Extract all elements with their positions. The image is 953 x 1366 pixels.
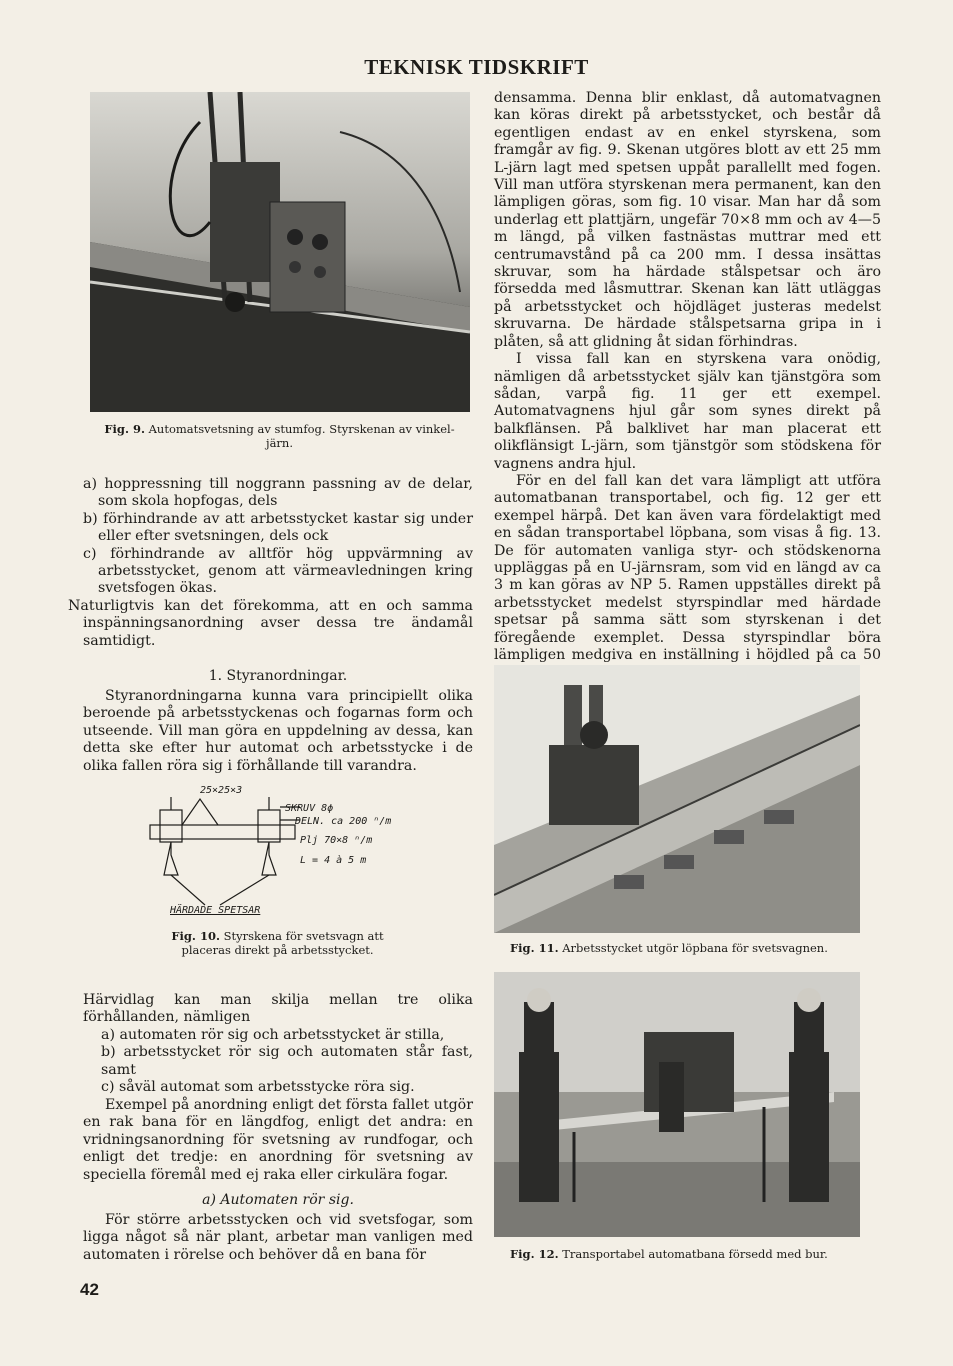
figure-12-label: Fig. 12. bbox=[510, 1247, 559, 1261]
figure-10-caption-text: Styrskena för svetsvagn att placeras direkt på arbetsstycket. bbox=[181, 929, 384, 957]
paragraph: Naturligtvis kan det förekomma, att en och samma inspänningsanordning avser dessa tre ändamål samtidigt. bbox=[68, 597, 473, 649]
annotation-screw: SKRUV 8ϕ bbox=[285, 803, 334, 814]
annotation-angle-size: 25×25×3 bbox=[200, 785, 243, 796]
figure-10-label: Fig. 10. bbox=[171, 929, 220, 943]
figure-11-photo bbox=[494, 665, 860, 933]
list-item: b) arbetsstycket rör sig och automaten står fast, samt bbox=[101, 1044, 473, 1078]
section-heading-styranordningar: 1. Styranordningar. bbox=[208, 668, 348, 684]
paragraph: För en del fall kan det vara lämpligt att utföra automatbanan transportabel, och fig. 12 ger ett exempel härpå. Det kan även vara fördelaktigt med en sådan transportabel löpbana, som visas å fig. 13. De för automaten vanliga styr- och stödskenorna uppläggas på en U-järnsram, som vid en längd av ca 3 m kan göras av NP 5. Ramen uppställes direkt på arbetsstycket medelst styrspindlar med härdade spetsar på samma sätt som styrskenan i det föregående exemplet. Dessa styrspindlar böra lämpligen medgiva en inställning i höjdled på ca 50 bbox=[494, 472, 881, 663]
paragraph: Styranordningarna kunna vara principiellt olika beroende på arbetsstyckenas och fogarnas form och utseende. Vill man göra en uppdelning av dessa, kan detta ske efter hur automat och arbetsstycke i de olika fallen röra sig i förhållande till varandra. bbox=[83, 688, 473, 774]
paragraph: För större arbetsstycken och vid svetsfogar, som ligga något så när plant, arbetar man vanligen med automaten i rörelse och behöver då en bana för bbox=[83, 1212, 473, 1263]
left-paragraph-2 bbox=[83, 688, 473, 775]
list-item: c) såväl automat som arbetsstycke röra sig. bbox=[101, 1079, 415, 1096]
figure-11-caption-text: Arbetsstycket utgör löpbana för svetsvagnen. bbox=[562, 941, 828, 955]
figure-12-caption-text: Transportabel automatbana försedd med bur. bbox=[562, 1247, 828, 1261]
left-paragraph-5 bbox=[83, 1212, 473, 1264]
list-item: b) förhindrande av att arbetsstycket kastar sig under eller efter svetsningen, dels ock bbox=[83, 510, 473, 545]
section-heading-automaten: a) Automaten rör sig. bbox=[202, 1192, 354, 1208]
figure-9-label: Fig. 9. bbox=[104, 422, 145, 436]
right-column-text bbox=[494, 90, 881, 682]
annotation-length: L = 4 à 5 m bbox=[300, 855, 367, 866]
figure-10-drawing bbox=[140, 785, 400, 925]
list-item: a) automaten rör sig och arbetsstycket är stilla, bbox=[101, 1027, 445, 1043]
figure-10-caption bbox=[160, 930, 395, 957]
annotation-division: DELN. ca 200 ⁿ/m bbox=[295, 816, 392, 827]
transport-track-illustration bbox=[494, 972, 860, 1237]
paragraph: Exempel på anordning enligt det första fallet utgör en rak bana för en längdfog, enligt det andra: en vridningsanordning för svetsning av rundfogar, och enligt det tredje: en anordning för svetsning av speciella föremål med ej raka eller cirkulära fogar. bbox=[83, 1097, 473, 1183]
left-list-2 bbox=[83, 1027, 473, 1097]
figure-11-caption bbox=[510, 942, 870, 956]
beam-welding-illustration bbox=[494, 665, 860, 933]
list-item: c) förhindrande av alltför hög uppvärmning av arbetsstycket, genom att värmeavledningen kring svetsfogen ökas. bbox=[83, 545, 473, 597]
paragraph: densamma. Denna blir enklast, då automatvagnen kan köras direkt på arbetsstycket, och består då egentligen endast av en enkel styrskena, som framgår av fig. 9. Skenan utgöres blott av ett 25 mm L-järn lagt med spetsen uppåt parallellt med fogen. Vill man utföra styrskenan mera permanent, kan den lämpligen göras, som fig. 10 visar. Man har då som underlag ett plattjärn, ungefär 70×8 mm och av 4—5 m längd, på vilken fastnästas muttrar med ett centrumavstånd på ca 200 mm. I dessa insättas skruvar, som ha härdade stålspetsar och äro försedda med låsmuttrar. Skenan kan lätt utläggas på arbetsstycket och höjdläget justeras medelst skruvarna. De härdade stålspetsarna gripa in i plåten, så att glidning åt sidan förhindras. bbox=[494, 90, 881, 350]
figure-9-photo bbox=[90, 92, 470, 412]
journal-title: TEKNISK TIDSKRIFT bbox=[364, 55, 589, 79]
left-list-1 bbox=[68, 476, 473, 650]
figure-12-photo bbox=[494, 972, 860, 1237]
left-paragraph-4 bbox=[83, 1097, 473, 1184]
paragraph: Härvidlag kan man skilja mellan tre olika förhållanden, nämligen bbox=[83, 992, 473, 1026]
annotation-hardened-tips: HÄRDADE SPETSAR bbox=[170, 905, 261, 916]
annotation-plate: Plj 70×8 ⁿ/m bbox=[300, 835, 373, 846]
figure-9-caption bbox=[92, 423, 467, 450]
figure-11-label: Fig. 11. bbox=[510, 941, 559, 955]
figure-12-caption bbox=[510, 1248, 870, 1262]
figure-9-caption-text: Automatsvetsning av stumfog. Styrskenan av vinkel-järn. bbox=[148, 422, 455, 450]
list-item: a) hoppressning till noggrann passning av de delar, som skola hopfogas, dels bbox=[83, 476, 473, 510]
left-paragraph-3 bbox=[83, 992, 473, 1027]
welding-machine-illustration bbox=[90, 92, 470, 412]
paragraph: I vissa fall kan en styrskena vara onödig, nämligen då arbetsstycket själv kan tjänstgöra som sådan, varpå fig. 11 ger ett exempel. Automatvagnens hjul går som synes direkt på balkflänsen. På balklivet har man placerat ett olikflänsigt L-järn, som tjänstgör som stödskena för vagnens andra hjul. bbox=[494, 351, 881, 472]
page-number: 42 bbox=[80, 1280, 99, 1299]
